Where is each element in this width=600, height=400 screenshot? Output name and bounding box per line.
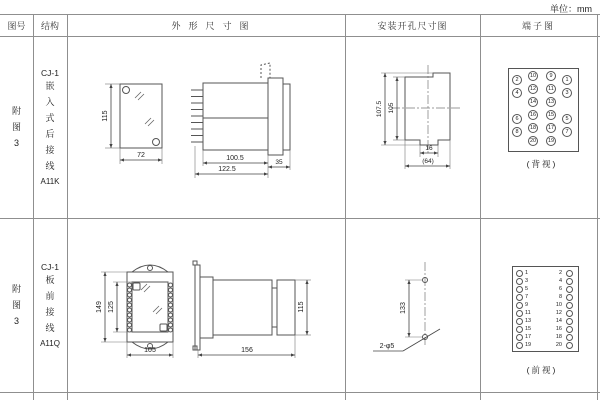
terminal-circle (516, 342, 523, 349)
terminal-circle (566, 310, 573, 317)
terminal-number-9: 9 (525, 302, 529, 308)
terminal-circle (516, 294, 523, 301)
header-outline-dims: 外形尺寸图 (171, 20, 257, 31)
terminal-number-10: 10 (555, 302, 562, 308)
dim-side-height: 115 (298, 301, 305, 313)
dim-hole-notch: 16 (425, 145, 433, 152)
terminal-9: 9 (546, 71, 556, 81)
terminal-number-3: 3 (525, 278, 529, 284)
terminal-19: 19 (547, 138, 555, 144)
row2-front-view (96, 265, 173, 358)
row2-mounting: 板前接线 (45, 275, 55, 333)
terminal-5: 5 (562, 114, 572, 124)
terminal-13: 13 (547, 99, 555, 105)
terminal-circle (566, 326, 573, 333)
terminal-number-6: 6 (558, 286, 562, 292)
terminal-circle (516, 334, 523, 341)
dim-side-total: 122.5 (218, 166, 236, 173)
terminal-circle (516, 302, 523, 309)
terminal-circle (516, 326, 523, 333)
glass-hatch-marks (135, 92, 154, 126)
terminal-6: 6 (512, 114, 522, 124)
terminal-10: 10 (529, 73, 537, 79)
row2-side-view (193, 261, 311, 358)
terminal-15: 15 (547, 112, 555, 118)
terminal-number-11: 11 (525, 310, 531, 316)
terminal-circle (566, 294, 573, 301)
terminal-16: 16 (529, 112, 537, 118)
header-terminal-diagram: 端子图 (521, 20, 555, 31)
terminal-number-12: 12 (555, 310, 562, 316)
terminal-8: 8 (512, 127, 522, 137)
dim-front-width: 72 (137, 152, 145, 159)
grid-line-right (597, 14, 598, 400)
dim-front-width: 105 (144, 347, 156, 354)
terminal-18: 18 (529, 125, 537, 131)
dim-front-outer-height: 149 (96, 301, 103, 313)
row2-figure-no: 附图3 (11, 284, 21, 326)
unit-label: 单位：mm (550, 4, 592, 14)
dim-front-inner-height: 125 (108, 301, 115, 313)
row1-mounting: 嵌入式后接线 (45, 81, 55, 171)
terminal-number-4: 4 (558, 278, 562, 284)
terminal-number-17: 17 (525, 334, 532, 340)
terminal-circle (566, 270, 573, 277)
terminal-17: 17 (547, 125, 555, 131)
terminal-number-13: 13 (525, 318, 532, 324)
terminal-circle (566, 286, 573, 293)
dim-hole-spacing: 133 (400, 302, 407, 314)
leader-line (403, 329, 440, 351)
terminal-number-2: 2 (558, 270, 562, 276)
terminal-circle (566, 302, 573, 309)
row1-terminal-diagram (480, 36, 597, 218)
row1-outline-drawing (67, 36, 345, 218)
dim-side-flange: 35 (275, 159, 283, 166)
row2-install-drawing (345, 218, 480, 392)
row2-code: A11Q (40, 339, 60, 348)
row2-figure-no-cell (0, 218, 33, 392)
row1-structure-cell (33, 36, 67, 218)
dim-side-length: 156 (241, 347, 253, 354)
header-structure: 结构 (40, 20, 59, 31)
row1-figure-no-cell (0, 36, 33, 218)
terminal-4: 4 (512, 88, 522, 98)
terminal-14: 14 (529, 99, 537, 105)
terminal-20: 20 (529, 138, 537, 144)
terminal-number-14: 14 (555, 318, 562, 324)
glass-hatch-marks (141, 284, 162, 314)
terminal-number-16: 16 (555, 326, 562, 332)
row1-figure-no: 附图3 (11, 106, 21, 148)
row1-view-label: (背视) (526, 159, 558, 169)
row1-front-view (102, 84, 162, 164)
terminal-circle (516, 270, 523, 277)
terminal-number-18: 18 (555, 334, 562, 340)
terminal-number-15: 15 (525, 326, 532, 332)
terminal-circle (566, 334, 573, 341)
terminal-circle (566, 342, 573, 349)
dim-side-depth: 100.5 (226, 155, 244, 162)
terminal-circle (516, 318, 523, 325)
terminal-3: 3 (562, 88, 572, 98)
terminal-circle (566, 278, 573, 285)
cutout-outline (405, 73, 450, 145)
row2-outline-drawing (67, 218, 345, 392)
dim-hole-outer-height: 107.5 (376, 100, 383, 118)
terminal-number-20: 20 (555, 342, 562, 348)
terminal-number-7: 7 (525, 294, 529, 300)
terminal-circle (516, 286, 523, 293)
latch-clip-dashed (261, 63, 270, 78)
row1-install-drawing (345, 36, 480, 218)
header-install-dims: 安装开孔尺寸图 (377, 20, 448, 31)
row2-view-label: (前视) (526, 365, 558, 375)
grid-line-row2-bottom (0, 392, 600, 393)
terminal-circle (566, 318, 573, 325)
terminal-number-8: 8 (558, 294, 562, 300)
terminal-1: 1 (562, 75, 572, 85)
row2-structure-cell (33, 218, 67, 392)
terminal-11: 11 (546, 84, 556, 94)
terminal-circle (516, 278, 523, 285)
terminal-2: 2 (512, 75, 522, 85)
header-figure-no: 图号 (7, 20, 26, 31)
terminal-number-19: 19 (525, 342, 532, 348)
dim-hole-inner-height: 105 (388, 102, 395, 114)
dim-hole-width: (64) (422, 158, 434, 165)
row1-model: CJ-1 (41, 68, 59, 78)
row1-code: A11K (40, 177, 60, 186)
row2-terminal-diagram (480, 218, 597, 392)
terminal-screws-right (169, 283, 173, 332)
row2-model: CJ-1 (41, 262, 59, 272)
dim-hole-spec: 2-φ5 (379, 343, 395, 350)
terminal-number-5: 5 (525, 286, 529, 292)
dim-front-height: 115 (102, 110, 109, 122)
terminal-12: 12 (529, 86, 537, 92)
terminal-7: 7 (562, 127, 572, 137)
terminal-pins (191, 90, 203, 142)
terminal-number-1: 1 (525, 270, 529, 276)
terminal-screws-left (128, 283, 132, 332)
row1-side-view (191, 63, 290, 178)
terminal-circle (516, 310, 523, 317)
